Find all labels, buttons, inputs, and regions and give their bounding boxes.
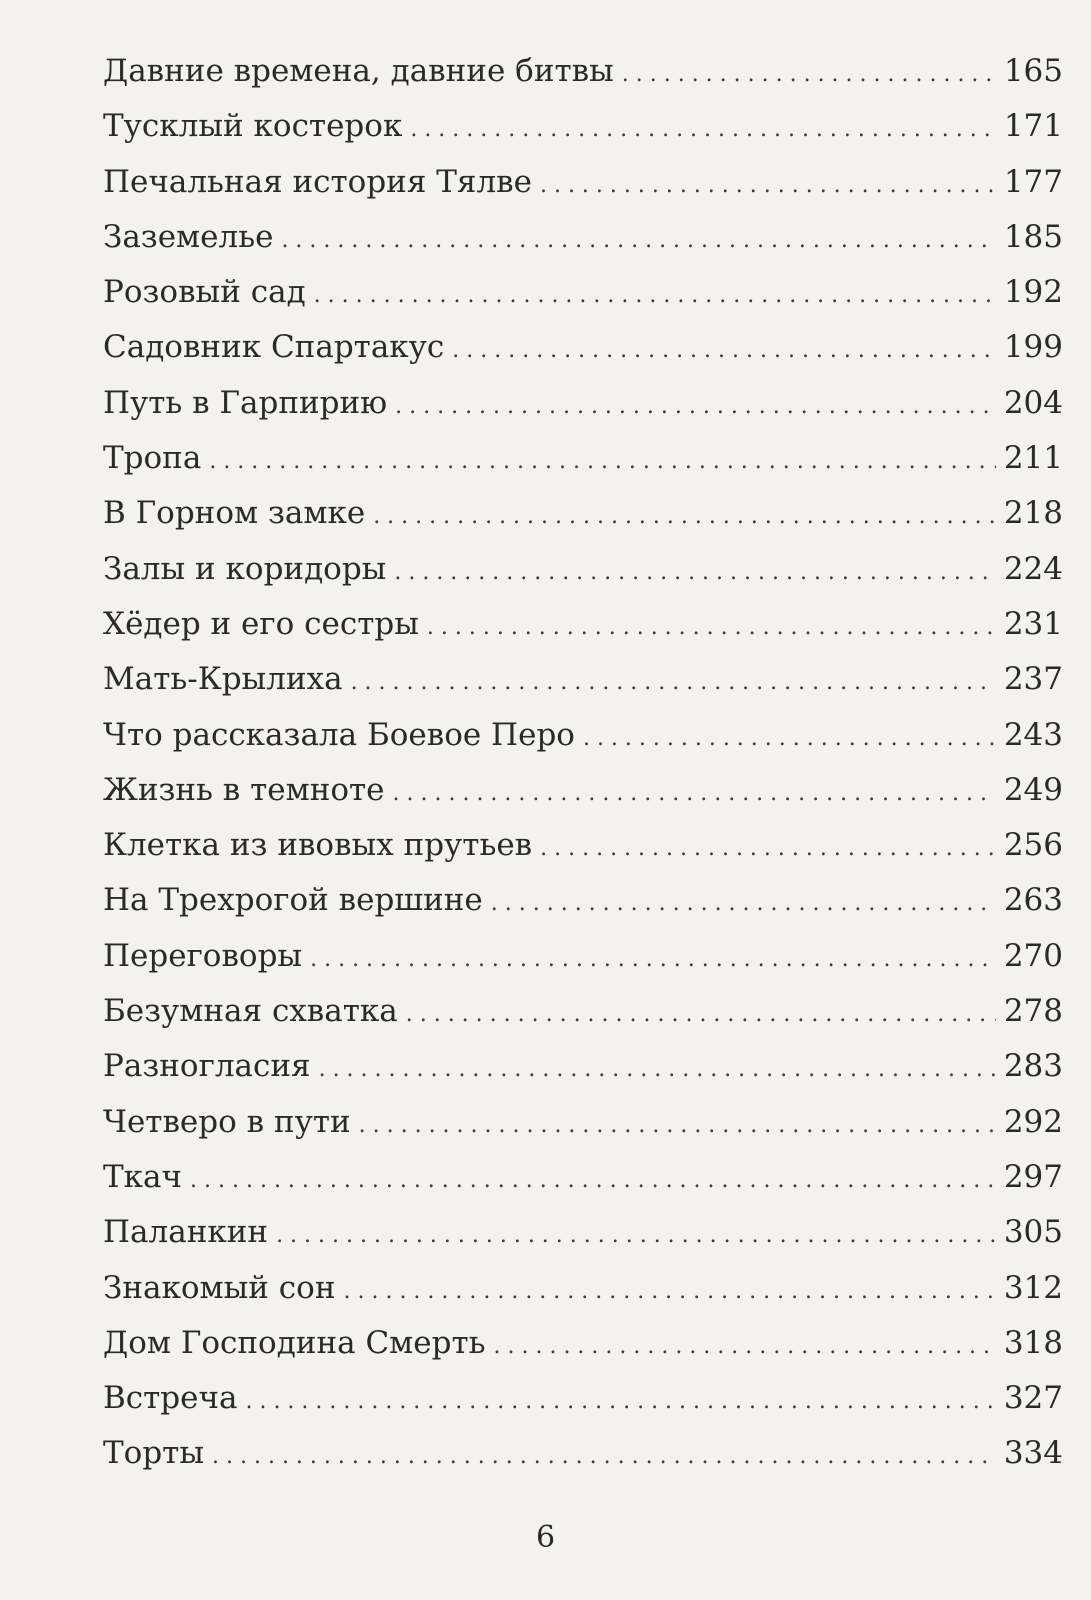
toc-entry: [103, 652, 1063, 707]
toc-entry: [103, 818, 1063, 873]
toc-entry-page-number: 263: [1003, 882, 1063, 919]
toc-entry-page-number: 231: [1003, 605, 1063, 642]
dot-leader: [359, 1098, 996, 1153]
toc-entry-title: Розовый сад: [103, 274, 306, 311]
toc-entry-title: Тусклый костерок: [103, 108, 403, 145]
dot-leader: [344, 1264, 996, 1319]
toc-entry: [103, 431, 1063, 486]
toc-entry-title: Торты: [103, 1435, 205, 1472]
dot-leader: [491, 876, 996, 931]
toc-entry: [103, 1426, 1063, 1481]
dot-leader: [276, 1208, 996, 1263]
toc-entry-title: Печальная история Тялве: [103, 163, 532, 200]
dot-leader: [406, 987, 996, 1042]
toc-entry-title: Мать-Крылиха: [103, 661, 343, 698]
dot-leader: [245, 1374, 995, 1429]
toc-entry: [103, 1261, 1063, 1316]
dot-leader: [583, 711, 996, 766]
toc-entry-title: Знакомый сон: [103, 1269, 336, 1306]
toc-entry-title: Клетка из ивовых прутьев: [103, 827, 533, 864]
toc-entry-page-number: 249: [1003, 771, 1063, 808]
toc-entry-page-number: 305: [1003, 1214, 1063, 1251]
toc-entry-page-number: 318: [1003, 1324, 1063, 1361]
toc-entry-page-number: 185: [1003, 218, 1063, 255]
toc-entry-title: Путь в Гарпирию: [103, 384, 388, 421]
dot-leader: [494, 1319, 996, 1374]
toc-entry: [103, 1039, 1063, 1094]
toc-entry-page-number: 237: [1003, 661, 1063, 698]
toc-entry: [103, 597, 1063, 652]
toc-entry: [103, 1095, 1063, 1150]
dot-leader: [540, 158, 996, 213]
toc-entry-page-number: 292: [1003, 1103, 1063, 1140]
toc-entry: [103, 542, 1063, 597]
toc-entry-title: Безумная схватка: [103, 993, 398, 1030]
toc-entry-page-number: 256: [1003, 827, 1063, 864]
toc-entry-title: Залы и коридоры: [103, 550, 387, 587]
toc-entry: [103, 1205, 1063, 1260]
toc-entry-title: Ткач: [103, 1158, 183, 1195]
toc-entry: [103, 1150, 1063, 1205]
toc-entry-page-number: 204: [1003, 384, 1063, 421]
page-number: 6: [535, 1520, 556, 1555]
dot-leader: [622, 47, 996, 102]
toc-entry: [103, 984, 1063, 1039]
toc-entry: [103, 1371, 1063, 1426]
toc-entry: [103, 210, 1063, 265]
toc-entry-title: Паланкин: [103, 1214, 269, 1251]
toc-entry: [103, 155, 1063, 210]
dot-leader: [212, 1429, 996, 1484]
dot-leader: [351, 655, 996, 710]
toc-entry-page-number: 192: [1003, 274, 1063, 311]
toc-entry: [103, 376, 1063, 431]
dot-leader: [540, 821, 996, 876]
toc-entry-title: Хёдер и его сестры: [103, 605, 419, 642]
toc-entry-title: На Трехрогой вершине: [103, 882, 483, 919]
table-of-contents: [103, 44, 1063, 1482]
toc-entry-page-number: 297: [1003, 1158, 1063, 1195]
toc-entry-page-number: 334: [1003, 1435, 1063, 1472]
toc-entry-title: Тропа: [103, 440, 202, 477]
dot-leader: [319, 1042, 996, 1097]
toc-entry: [103, 486, 1063, 541]
toc-entry-title: Жизнь в темноте: [103, 771, 385, 808]
toc-entry-page-number: 171: [1003, 108, 1063, 145]
toc-entry-page-number: 165: [1003, 53, 1063, 89]
dot-leader: [373, 489, 996, 544]
toc-entry-page-number: 283: [1003, 1048, 1063, 1085]
toc-entry: [103, 929, 1063, 984]
dot-leader: [410, 102, 996, 157]
toc-entry-title: Четверо в пути: [103, 1103, 351, 1140]
toc-entry-title: Садовник Спартакус: [103, 329, 445, 366]
toc-entry-title: Переговоры: [103, 937, 303, 974]
toc-entry: [103, 873, 1063, 928]
toc-entry: [103, 763, 1063, 818]
toc-entry-page-number: 243: [1003, 716, 1063, 753]
toc-entry-page-number: 177: [1003, 163, 1063, 200]
toc-entry-page-number: 211: [1003, 440, 1063, 477]
toc-entry-page-number: 278: [1003, 993, 1063, 1030]
dot-leader: [393, 766, 996, 821]
dot-leader: [281, 213, 995, 268]
toc-entry: [103, 1316, 1063, 1371]
dot-leader: [310, 932, 996, 987]
toc-entry-title: Заземелье: [103, 218, 274, 255]
dot-leader: [190, 1153, 996, 1208]
toc-entry: [103, 44, 1063, 99]
dot-leader: [314, 268, 996, 323]
dot-leader: [394, 545, 995, 600]
toc-entry-page-number: 224: [1003, 550, 1063, 587]
dot-leader: [452, 323, 996, 378]
toc-entry-title: Встреча: [103, 1380, 238, 1417]
toc-entry: [103, 708, 1063, 763]
toc-entry-title: В Горном замке: [103, 495, 366, 532]
dot-leader: [427, 600, 996, 655]
toc-entry: [103, 265, 1063, 320]
toc-entry-title: Разногласия: [103, 1048, 311, 1085]
toc-entry-title: Что рассказала Боевое Перо: [103, 716, 575, 753]
toc-entry: [103, 320, 1063, 375]
toc-entry-page-number: 312: [1003, 1269, 1063, 1306]
toc-entry-page-number: 270: [1003, 937, 1063, 974]
toc-entry-page-number: 218: [1003, 495, 1063, 532]
toc-entry-page-number: 327: [1003, 1380, 1063, 1417]
dot-leader: [209, 434, 996, 489]
toc-entry: [103, 99, 1063, 154]
dot-leader: [395, 379, 996, 434]
toc-entry-page-number: 199: [1003, 329, 1063, 366]
toc-entry-title: Дом Господина Смерть: [103, 1324, 486, 1361]
toc-entry-title: Давние времена, давние битвы: [103, 53, 614, 89]
